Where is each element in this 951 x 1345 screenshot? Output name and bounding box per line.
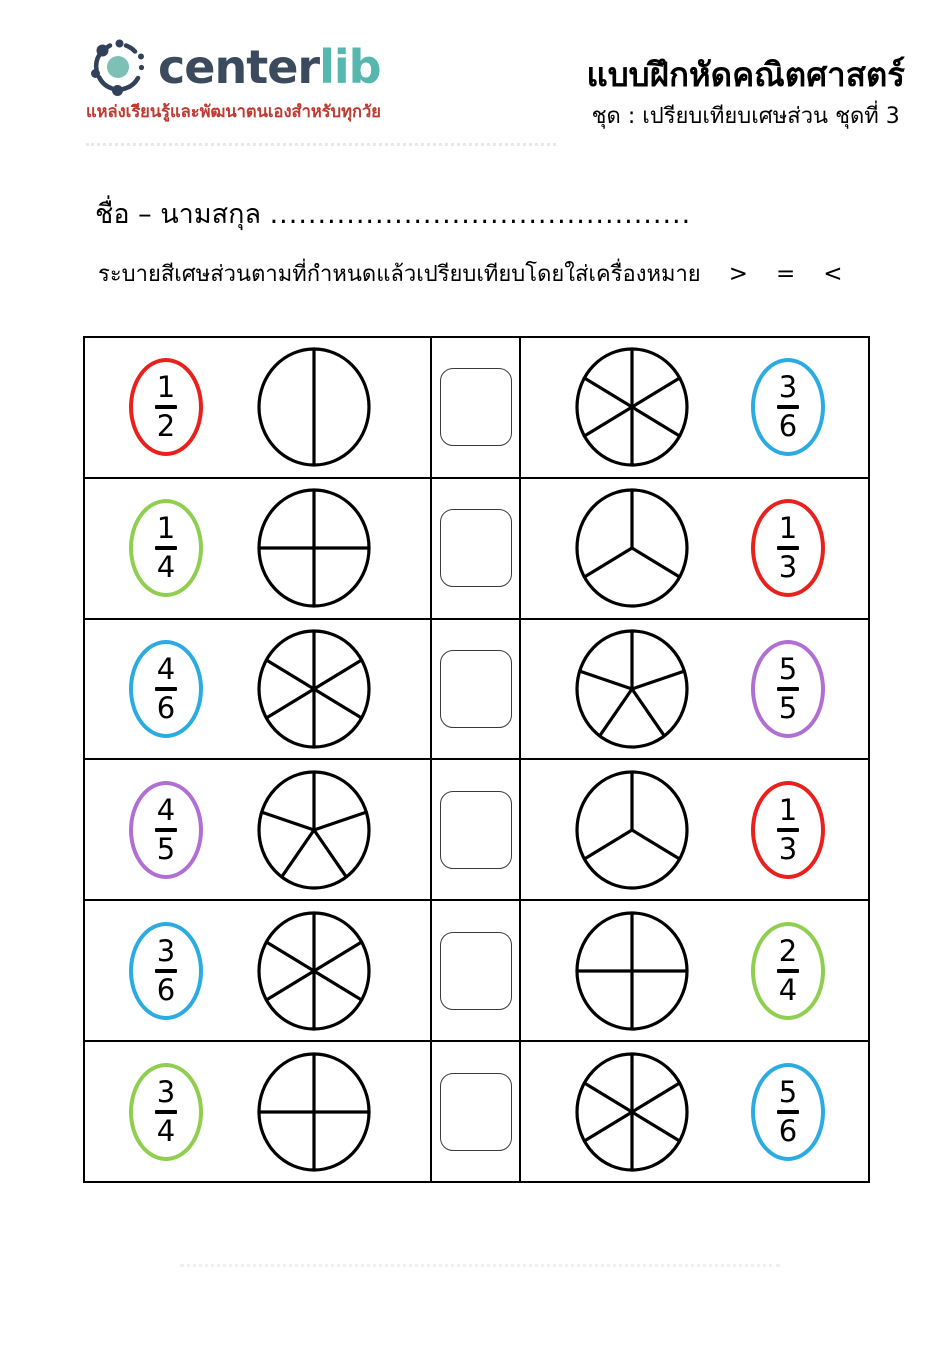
fraction-circle-left[interactable] <box>255 1051 373 1173</box>
fraction-denominator: 6 <box>778 1113 798 1148</box>
fraction-numerator: 1 <box>156 370 176 405</box>
fraction-oval-right <box>751 1063 825 1161</box>
brand-wordmark <box>158 40 381 94</box>
left-cell <box>85 620 432 759</box>
fraction-oval-left <box>129 358 203 456</box>
fraction-numerator: 4 <box>156 792 176 827</box>
fraction-numerator: 2 <box>778 933 798 968</box>
fraction-oval-left <box>129 1063 203 1161</box>
fraction-denominator: 4 <box>778 972 798 1007</box>
less-than-symbol: < <box>823 260 843 287</box>
fraction-numerator: 3 <box>156 1074 176 1109</box>
faded-ghost-text-bottom <box>180 1264 780 1267</box>
fraction-numerator: 5 <box>778 652 798 687</box>
name-fill-in-dots[interactable]: ............................................ <box>269 199 692 230</box>
table-row <box>85 477 868 618</box>
instructions-text: ระบายสีเศษส่วนตามที่กำหนดแล้วเปรียบเทียบโดยใส่เครื่องหมาย <box>98 262 701 287</box>
fraction-bar <box>155 1110 177 1114</box>
fraction-denominator: 5 <box>156 831 176 866</box>
fraction-oval-left <box>129 499 203 597</box>
fraction-numerator: 3 <box>778 370 798 405</box>
fraction-denominator: 3 <box>778 550 798 585</box>
brand-logo <box>86 34 381 100</box>
fraction-oval-right <box>751 358 825 456</box>
left-cell <box>85 479 432 618</box>
fraction-oval-left <box>129 781 203 879</box>
brand-word-center: center <box>158 40 320 94</box>
fraction-oval-right <box>751 640 825 738</box>
greater-than-symbol: > <box>728 260 748 287</box>
left-cell <box>85 901 432 1040</box>
comparison-cell <box>432 479 521 618</box>
fraction-circle-right[interactable] <box>573 1051 691 1173</box>
left-cell <box>85 338 432 477</box>
fraction-circle-left[interactable] <box>255 769 373 891</box>
fraction-circle-left[interactable] <box>255 346 373 468</box>
fraction-oval-right <box>751 922 825 1020</box>
fraction-circle-right[interactable] <box>573 769 691 891</box>
fraction-denominator: 4 <box>156 1113 176 1148</box>
table-row <box>85 758 868 899</box>
fraction-circle-right[interactable] <box>573 910 691 1032</box>
left-cell <box>85 1042 432 1181</box>
fraction-denominator: 6 <box>778 409 798 444</box>
left-cell <box>85 760 432 899</box>
fraction-numerator: 4 <box>156 652 176 687</box>
fraction-denominator: 3 <box>778 831 798 866</box>
name-line <box>95 192 691 235</box>
right-cell <box>521 1042 868 1181</box>
answer-box[interactable] <box>440 1073 512 1151</box>
worksheet-header <box>586 56 905 133</box>
fraction-comparison-table <box>83 336 870 1183</box>
comparison-cell <box>432 760 521 899</box>
fraction-circle-left[interactable] <box>255 628 373 750</box>
instructions-line <box>98 256 843 291</box>
fraction-oval-right <box>751 781 825 879</box>
table-row <box>85 899 868 1040</box>
equals-symbol: = <box>775 260 796 287</box>
fraction-denominator: 4 <box>156 550 176 585</box>
fraction-circle-right[interactable] <box>573 487 691 609</box>
right-cell <box>521 760 868 899</box>
comparison-cell <box>432 1042 521 1181</box>
answer-box[interactable] <box>440 650 512 728</box>
fraction-numerator: 1 <box>778 792 798 827</box>
fraction-circle-left[interactable] <box>255 487 373 609</box>
fraction-numerator: 1 <box>156 511 176 546</box>
faded-ghost-text-top <box>86 143 556 146</box>
fraction-denominator: 2 <box>156 409 176 444</box>
answer-box[interactable] <box>440 509 512 587</box>
fraction-oval-right <box>751 499 825 597</box>
right-cell <box>521 620 868 759</box>
comparison-cell <box>432 338 521 477</box>
comparison-cell <box>432 901 521 1040</box>
fraction-numerator: 5 <box>778 1074 798 1109</box>
fraction-circle-right[interactable] <box>573 346 691 468</box>
fraction-oval-left <box>129 922 203 1020</box>
name-label: ชื่อ – นามสกุล <box>95 199 261 230</box>
fraction-numerator: 1 <box>778 511 798 546</box>
fraction-circle-left[interactable] <box>255 910 373 1032</box>
fraction-denominator: 5 <box>778 691 798 726</box>
answer-box[interactable] <box>440 791 512 869</box>
worksheet-subtitle: ชุด : เปรียบเทียบเศษส่วน ชุดที่ 3 <box>591 103 900 129</box>
fraction-bar <box>777 1110 799 1114</box>
comparison-cell <box>432 620 521 759</box>
right-cell <box>521 901 868 1040</box>
fraction-oval-left <box>129 640 203 738</box>
fraction-denominator: 6 <box>156 972 176 1007</box>
brand-word-lib: lib <box>319 40 381 94</box>
answer-box[interactable] <box>440 368 512 446</box>
table-row <box>85 1040 868 1181</box>
answer-box[interactable] <box>440 932 512 1010</box>
fraction-numerator: 3 <box>156 933 176 968</box>
fraction-denominator: 6 <box>156 691 176 726</box>
right-cell <box>521 479 868 618</box>
worksheet-title: แบบฝึกหัดคณิตศาสตร์ <box>586 55 905 94</box>
brand-tagline: แหล่งเรียนรู้และพัฒนาตนเองสำหรับทุกวัย <box>86 102 381 121</box>
table-row <box>85 618 868 759</box>
fraction-circle-right[interactable] <box>573 628 691 750</box>
right-cell <box>521 338 868 477</box>
centerlib-logo-icon <box>86 34 152 100</box>
table-row <box>85 338 868 477</box>
